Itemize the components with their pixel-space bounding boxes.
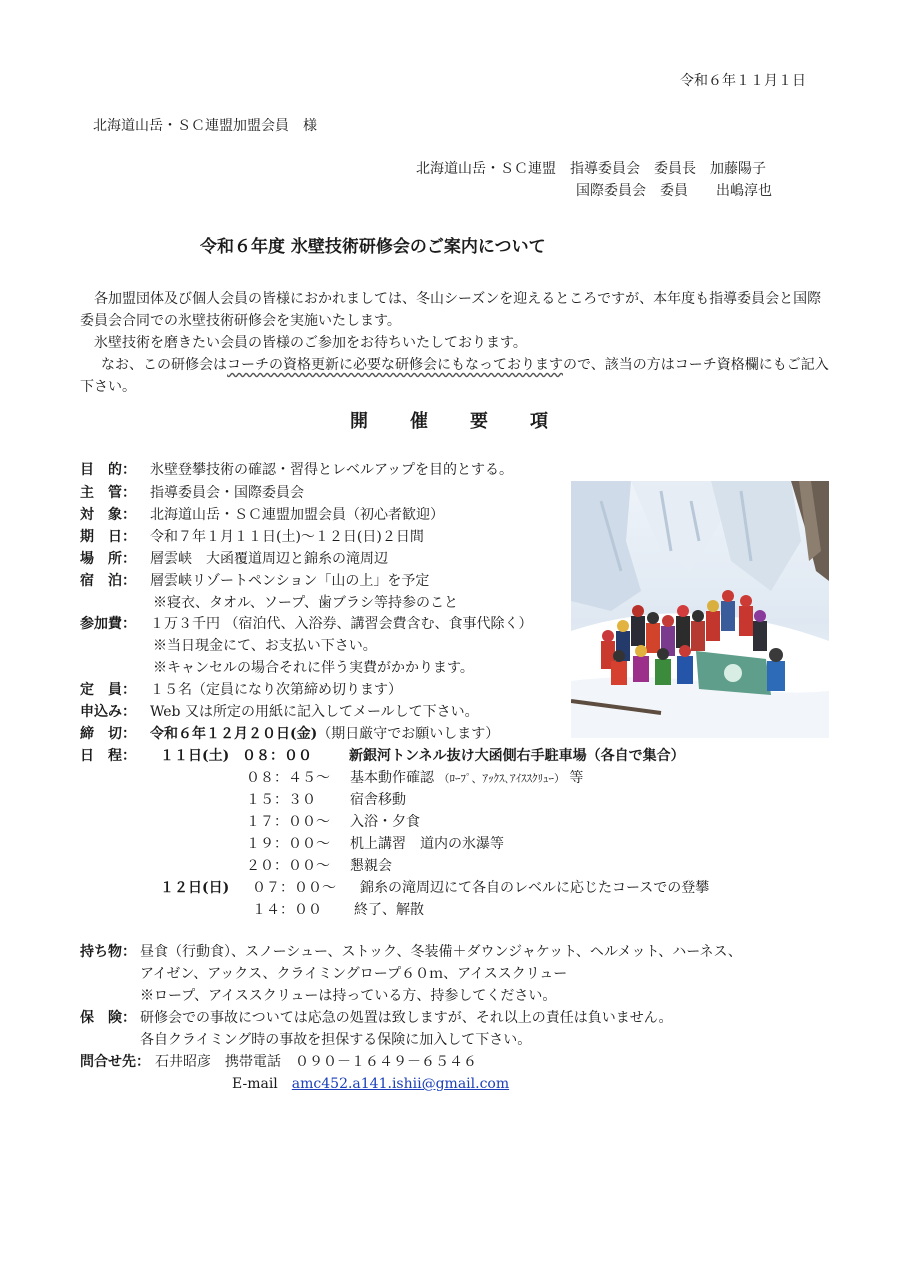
- intro-p3-pre: なお、この研修会は: [101, 357, 227, 373]
- detail-period: 期 日： 令和７年１月１１日(土)～１２日(日)２日間: [80, 529, 424, 545]
- schedule-d1-time-1: ０８：００: [242, 748, 312, 764]
- sender-line-1: 北海道山岳・ＳＣ連盟 指導委員会 委員長 加藤陽子: [416, 161, 766, 177]
- intro-paragraph-3: [80, 354, 832, 398]
- detail-purpose: 目 的： 氷壁登攀技術の確認・習得とレベルアップを目的とする。: [80, 462, 514, 478]
- detail-target: 対 象： 北海道山岳・ＳＣ連盟加盟会員（初心者歓迎）: [80, 507, 444, 523]
- schedule-d1-desc-6: 懇親会: [350, 858, 392, 874]
- document-title: 令和６年度 氷壁技術研修会のご案内について: [200, 237, 546, 257]
- schedule-d1-time-6: ２０：００～: [246, 858, 330, 874]
- contact-line: 問合せ先： 石井昭彦 携帯電話 ０９０－１６４９－６５４６: [80, 1054, 477, 1070]
- schedule-d2-time-2: １４：００: [252, 902, 322, 918]
- schedule-d1-desc-1: 新銀河トンネル抜け大函側右手駐車場（各自で集合）: [349, 748, 685, 764]
- sender-line-2: 国際委員会 委員 出嶋淳也: [576, 183, 772, 199]
- detail-capacity: 定 員： １５名（定員になり次第締め切ります）: [80, 682, 402, 698]
- insurance-line-2: 各自クライミング時の事故を担保する保険に加入して下さい。: [140, 1032, 532, 1048]
- detail-apply: 申込み： Web 又は所定の用紙に記入してメールして下さい。: [80, 704, 479, 720]
- heading-char-1: 開: [350, 411, 370, 432]
- detail-deadline: 締 切： 令和６年１２月２０日(金)（期日厳守でお願いします）: [80, 726, 500, 742]
- email-link[interactable]: amc452.a141.ishii@gmail.com: [291, 1076, 510, 1092]
- schedule-day2-label: １２日(日): [160, 880, 230, 896]
- intro-p3-post: ので、該当の方はコーチ資格欄にもご記入下さい。: [80, 357, 829, 395]
- fee-note-2: ※キャンセルの場合それに伴う実費がかかります。: [153, 660, 474, 676]
- schedule-d1-desc-3: 宿舎移動: [350, 792, 406, 808]
- schedule-d2-desc-1: 錦糸の滝周辺にて各自のレベルに応じたコースでの登攀: [360, 880, 710, 896]
- heading-char-4: 項: [530, 411, 550, 432]
- schedule-d1-desc-4: 入浴・夕食: [350, 814, 420, 830]
- heading-char-2: 催: [410, 411, 430, 432]
- schedule-d1-desc-5: 机上講習 道内の氷瀑等: [350, 836, 504, 852]
- fee-note-1: ※当日現金にて、お支払い下さい。: [153, 638, 377, 654]
- document-date: 令和６年１１月１日: [680, 73, 806, 89]
- items-line-2: アイゼン、アックス、クライミングロープ６０ｍ、アイススクリュー: [140, 966, 568, 982]
- items-line-3: ※ロープ、アイススクリューは持っている方、持参してください。: [140, 988, 557, 1004]
- schedule-d1-desc-2: 基本動作確認 （ﾛｰﾌﾟ、ｱｯｸｽ､ｱｲｽｽｸﾘｭｰ） 等: [350, 770, 584, 786]
- detail-fee: 参加費： １万３千円 （宿泊代、入浴券、講習会費含む、食事代除く）: [80, 616, 533, 632]
- detail-place: 場 所： 層雲峡 大函覆道周辺と錦糸の滝周辺: [80, 551, 388, 567]
- schedule-d1-time-5: １９：００～: [246, 836, 330, 852]
- recipient: 北海道山岳・ＳＣ連盟加盟会員 様: [93, 118, 317, 134]
- intro-paragraph-1: 各加盟団体及び個人会員の皆様におかれましては、冬山シーズンを迎えるところですが、本年度も指導委員会と国際委員会合同での氷壁技術研修会を実施いたします。: [80, 291, 822, 329]
- detail-schedule: 日 程： １１日(土): [80, 748, 230, 764]
- lodging-note: ※寝衣、タオル、ソープ、歯ブラシ等持参のこと: [153, 595, 459, 611]
- section-heading: [350, 407, 590, 433]
- heading-char-3: 要: [470, 411, 490, 432]
- schedule-d2-desc-2: 終了、解散: [354, 902, 424, 918]
- detail-host: 主 管： 指導委員会・国際委員会: [80, 485, 304, 501]
- group-photo: [571, 481, 829, 738]
- insurance-line-1: 保 険： 研修会での事故については応急の処置は致しますが、それ以上の責任は負いません。: [80, 1010, 673, 1026]
- schedule-d1-time-4: １７：００～: [246, 814, 330, 830]
- detail-lodging: 宿 泊： 層雲峡リゾートペンション「山の上」を予定: [80, 573, 430, 589]
- schedule-d2-time-1: ０７：００～: [252, 880, 336, 896]
- schedule-d1-time-2: ０８：４５～: [246, 770, 330, 786]
- items-line-1: 持ち物： 昼食（行動食）、スノーシュー、ストック、冬装備＋ダウンジャケット、ヘルメット、ハーネス、: [80, 944, 742, 960]
- intro-p3-underlined: コーチの資格更新に必要な研修会にもなっております: [227, 357, 563, 373]
- email-line: E-mail amc452.a141.ishii@gmail.com: [232, 1076, 510, 1092]
- schedule-d1-time-3: １５：３０: [246, 792, 316, 808]
- intro-paragraph-2: 氷壁技術を磨きたい会員の皆様のご参加をお待ちいたしております。: [94, 335, 527, 351]
